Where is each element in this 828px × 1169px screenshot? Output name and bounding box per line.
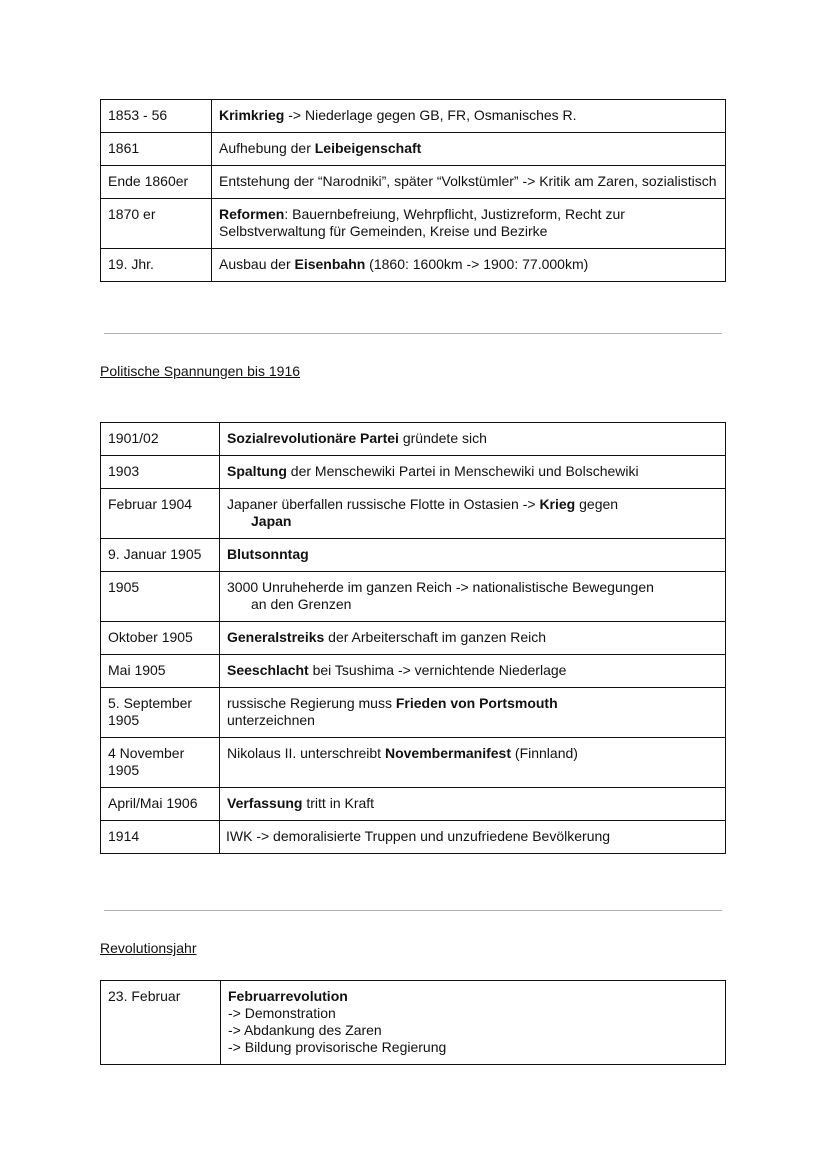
event-continuation [227,596,719,613]
event-cell [220,456,726,489]
text-segment: tritt in Kraft [302,795,375,811]
bold-term: Februarrevolution [228,988,348,1004]
text-segment: IWK -> demoralisierte Truppen und unzufriedene Bevölkerung [226,828,611,844]
table-row [101,622,726,655]
text-segment: Aufhebung der [219,140,315,156]
date-cell: 1870 er [101,199,212,249]
date-cell: 19. Jhr. [101,249,212,282]
bold-term: Reformen [219,206,285,222]
bold-term: Krieg [539,496,576,512]
table-row [101,199,726,249]
text-segment: russische Regierung muss [227,695,396,711]
text-segment: : Bauernbefreiung, Wehrpflicht, Justizreform, Recht zur Selbstverwaltung für Gemeinden, Kreise und Bezirke [219,206,625,239]
bold-term: Krimkrieg [219,107,285,123]
table-row [101,489,726,539]
event-cell [212,199,726,249]
event-cell [220,572,726,622]
table-row [101,981,726,1065]
date-cell: 1903 [101,456,220,489]
table-row [101,423,726,456]
bold-term: Eisenbahn [294,256,366,272]
table-row [101,539,726,572]
bold-term: Generalstreiks [227,629,325,645]
table-row [101,133,726,166]
table-row [101,655,726,688]
bold-term: Blutsonntag [227,546,309,562]
event-cell [220,539,726,572]
event-line [228,1039,719,1056]
bold-term: Leibeigenschaft [314,140,422,156]
text-segment: -> Abdankung des Zaren [228,1022,382,1038]
date-cell: Mai 1905 [101,655,220,688]
event-cell [220,688,726,738]
table-row [101,788,726,821]
text-segment: (1860: 1600km -> 1900: 77.000km) [365,256,589,272]
event-cell [212,133,726,166]
text-segment: an den Grenzen [251,596,352,612]
bold-term: Novembermanifest [384,745,512,761]
text-segment: -> Bildung provisorische Regierung [228,1039,447,1055]
bold-term: Sozialrevolutionäre Partei [227,430,399,446]
text-segment: -> Demonstration [228,1005,336,1021]
date-cell: 1905 [101,572,220,622]
text-segment: (Finnland) [511,745,578,761]
text-segment: bei Tsushima -> vernichtende Niederlage [308,662,567,678]
event-cell [220,788,726,821]
table-row [101,166,726,199]
event-cell [220,489,726,539]
divider [104,910,722,911]
event-cell [220,655,726,688]
event-cell [220,738,726,788]
text-segment: Ausbau der [219,256,295,272]
date-cell: 1901/02 [101,423,220,456]
table-row [101,572,726,622]
bold-term: Spaltung [227,463,287,479]
event-cell [221,981,726,1065]
table-row [101,688,726,738]
text-segment: der Menschewiki Partei in Menschewiki und Bolschewiki [286,463,639,479]
timeline-table-reforms [100,99,726,282]
date-cell: 1853 - 56 [101,100,212,133]
text-segment: Nikolaus II. unterschreibt [227,745,385,761]
section-heading-political-tensions: Politische Spannungen bis 1916 [100,363,301,379]
text-segment: unterzeichnen [227,712,315,728]
text-segment: Japaner überfallen russische Flotte in Ostasien -> [227,496,540,512]
timeline-table-revolution-year [100,980,726,1065]
bold-term: Seeschlacht [227,662,309,678]
event-cell [212,100,726,133]
event-cell [212,249,726,282]
event-cell [220,423,726,456]
table-row [101,100,726,133]
date-cell: April/Mai 1906 [101,788,220,821]
date-cell: 1861 [101,133,212,166]
date-cell: 9. Januar 1905 [101,539,220,572]
table-row [101,738,726,788]
event-line [228,1005,719,1022]
table-row [101,821,726,854]
divider [104,333,722,334]
event-line [228,1022,719,1039]
date-cell: 4 November 1905 [101,738,220,788]
text-segment: -> Niederlage gegen GB, FR, Osmanisches R. [284,107,577,123]
date-cell: Februar 1904 [101,489,220,539]
event-continuation [227,712,719,729]
event-cell [220,821,726,854]
bold-term: Frieden von Portsmouth [395,695,558,711]
event-line [228,988,719,1005]
event-cell [212,166,726,199]
text-segment: Entstehung der “Narodniki”, später “Volkstümler” -> Kritik am Zaren, sozialistisch [219,173,717,189]
timeline-table-political-tensions [100,422,726,854]
date-cell: Ende 1860er [101,166,212,199]
section-heading-revolution-year: Revolutionsjahr [100,940,197,956]
date-cell: Oktober 1905 [101,622,220,655]
text-segment: gründete sich [398,430,487,446]
bold-term: Japan [251,513,292,529]
text-segment: 3000 Unruheherde im ganzen Reich -> nationalistische Bewegungen [227,579,654,595]
date-cell: 5. September 1905 [101,688,220,738]
date-cell: 23. Februar [101,981,221,1065]
bold-term: Verfassung [227,795,303,811]
event-cell [220,622,726,655]
table-row [101,456,726,489]
text-segment: gegen [575,496,619,512]
date-cell: 1914 [101,821,220,854]
table-row [101,249,726,282]
event-continuation [227,513,719,530]
text-segment: der Arbeiterschaft im ganzen Reich [324,629,547,645]
